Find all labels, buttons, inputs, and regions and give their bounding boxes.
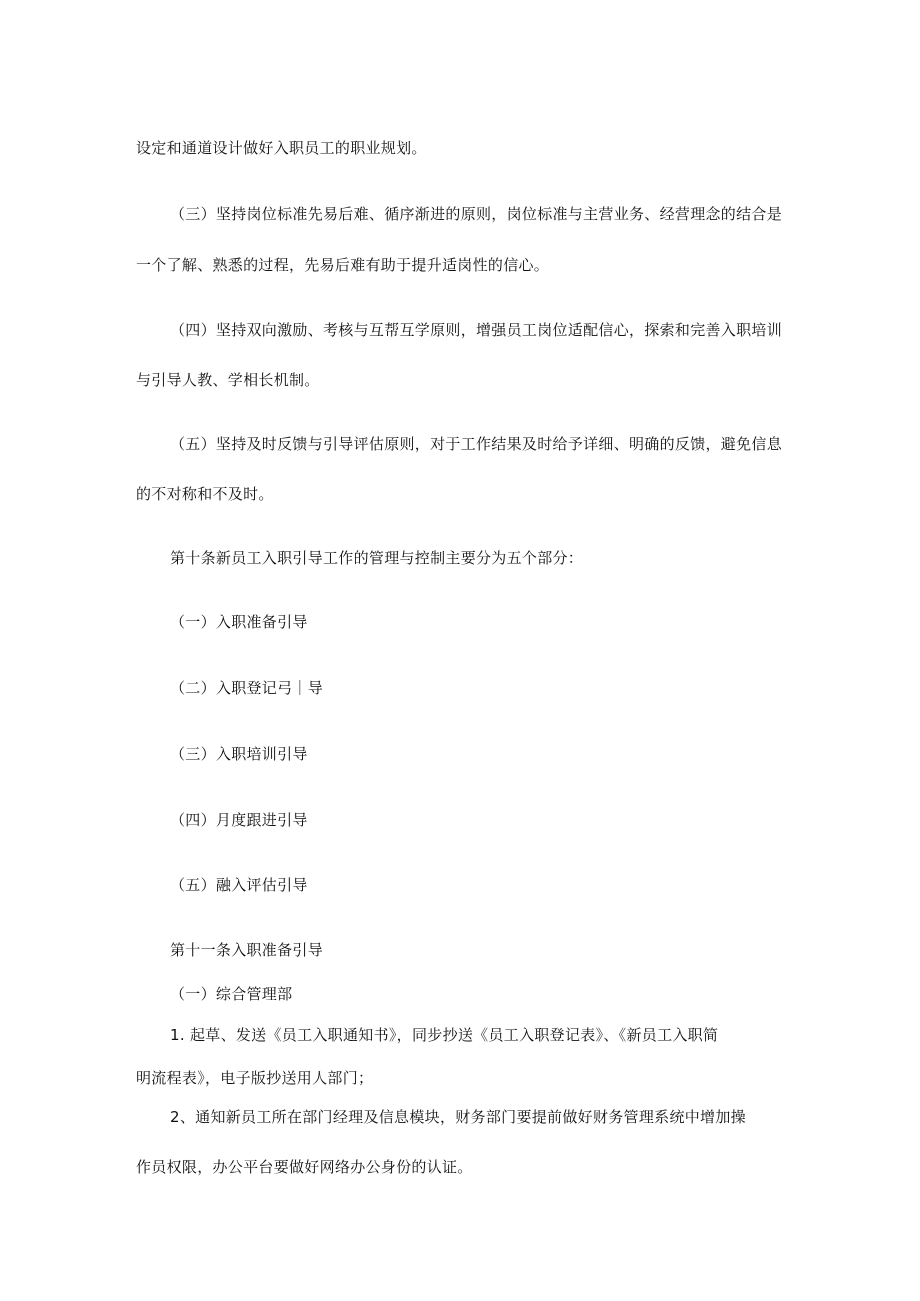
paragraph-continuation: 设定和通道设计做好入职员工的职业规划。 — [136, 139, 427, 157]
article-10-title: 第十条新员工入职引导工作的管理与控制主要分为五个部分： — [170, 549, 584, 567]
principle-5-line-2: 的不对称和不及时。 — [136, 485, 274, 503]
article-11-point-2-line-1: 2、通知新员工所在部门经理及信息模块，财务部门要提前做好财务管理系统中增加操 — [170, 1108, 746, 1126]
article-10-item-5: （五）融入评估引导 — [170, 876, 308, 894]
principle-4-line-1: （四）坚持双向激励、考核与互帮互学原则，增强员工岗位适配信心，探索和完善入职培训 — [170, 321, 783, 339]
article-11-point-2-line-2: 作员权限，办公平台要做好网络办公身份的认证。 — [136, 1158, 473, 1176]
article-11-point-1-line-2: 明流程表》，电子版抄送用人部门； — [136, 1069, 374, 1087]
article-10-item-3: （三）入职培训引导 — [170, 745, 308, 763]
article-10-item-2: （二）入职登记弓｜导 — [170, 679, 324, 697]
principle-4-line-2: 与引导人教、学相长机制。 — [136, 371, 320, 389]
principle-5-line-1: （五）坚持及时反馈与引导评估原则，对于工作结果及时给予详细、明确的反馈，避免信息 — [170, 435, 783, 453]
article-10-item-1: （一）入职准备引导 — [170, 613, 308, 631]
principle-3-line-1: （三）坚持岗位标准先易后难、循序渐进的原则，岗位标准与主营业务、经营理念的结合是 — [170, 205, 783, 223]
principle-3-line-2: 一个了解、熟悉的过程，先易后难有助于提升适岗性的信心。 — [136, 256, 550, 274]
article-10-item-4: （四）月度跟进引导 — [170, 811, 308, 829]
article-11-point-1-line-1: 1. 起草、发送《员工入职通知书》，同步抄送《员工入职登记表》、《新员工入职简 — [170, 1026, 719, 1044]
article-11-title: 第十一条入职准备引导 — [170, 941, 324, 959]
article-11-subsection: （一）综合管理部 — [170, 985, 293, 1003]
